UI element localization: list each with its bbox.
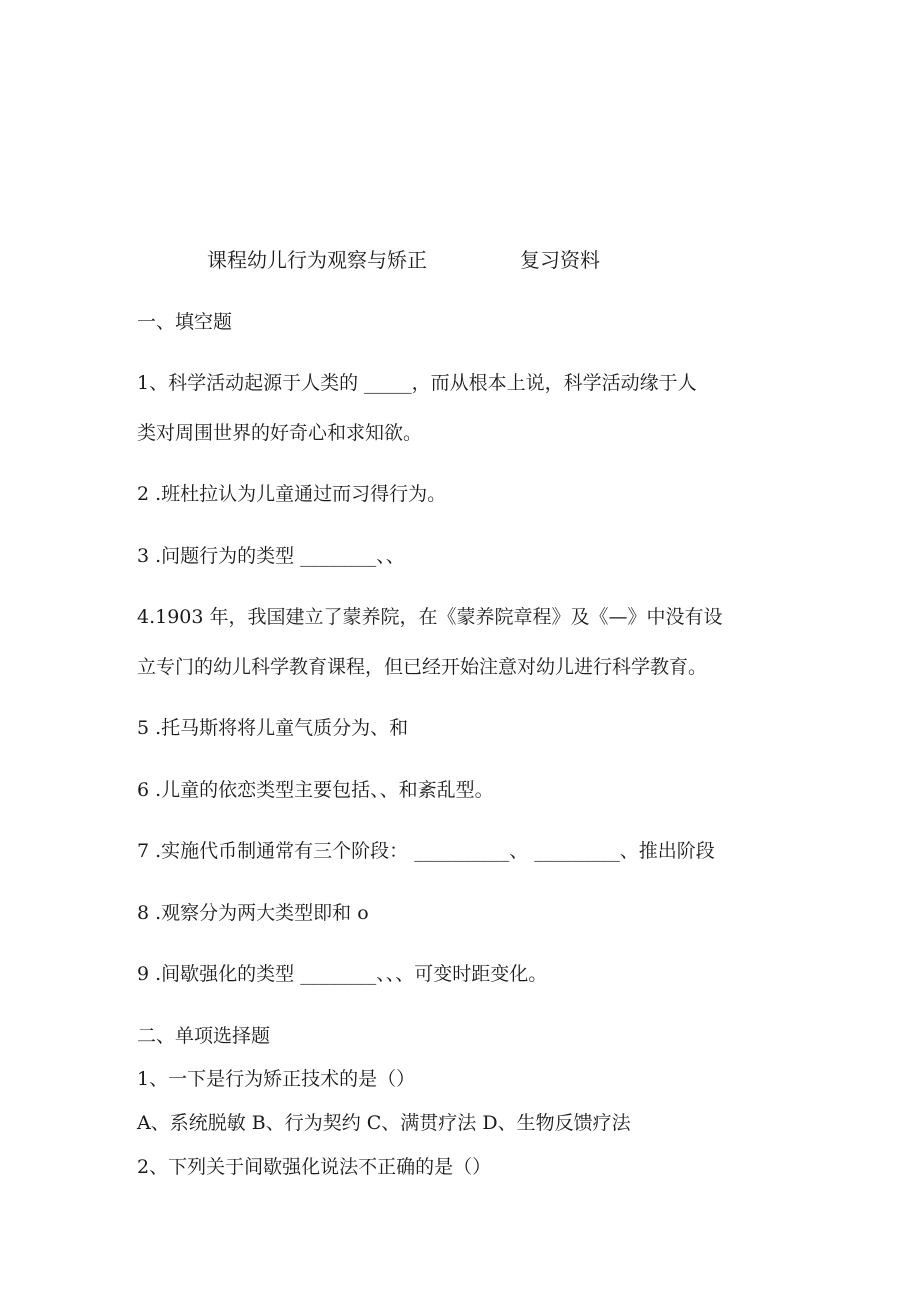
question-1-line-1: 1、科学活动起源于人类的 _____，而从根本上说，科学活动缘于人 xyxy=(137,372,697,394)
question-1-line-2: 类对周围世界的好奇心和求知欲。 xyxy=(137,422,423,444)
section-heading-single-choice: 二、单项选择题 xyxy=(137,1025,271,1047)
title-suffix: 复习资料 xyxy=(520,248,600,272)
question-9: 9 .间歇强化的类型 ________、、、可变时距变化。 xyxy=(137,963,548,985)
question-6: 6 .儿童的依恋类型主要包括、、和紊乱型。 xyxy=(137,779,494,801)
choice-question-1-options: A、系统脱敏 B、行为契约 C、满贯疗法 D、生物反馈疗法 xyxy=(137,1112,631,1134)
course-name: 幼儿行为观察与矫正 xyxy=(247,248,427,272)
title-prefix: 课程 xyxy=(207,248,247,272)
choice-question-2: 2、下列关于间歇强化说法不正确的是（） xyxy=(137,1156,492,1178)
question-7: 7 .实施代币制通常有三个阶段： __________、 _________、推出阶段 xyxy=(137,840,715,862)
question-5: 5 .托马斯将将儿童气质分为、和 xyxy=(137,717,409,739)
question-2: 2 .班杜拉认为儿童通过而习得行为。 xyxy=(137,483,447,505)
question-4-line-1: 4.1903 年，我国建立了蒙养院，在《蒙养院章程》及《—》中没有设 xyxy=(137,606,723,628)
question-3: 3 .问题行为的类型 ________、、 xyxy=(137,545,405,567)
question-8: 8 .观察分为两大类型即和 o xyxy=(137,902,369,924)
question-4-line-2: 立专门的幼儿科学教育课程，但已经开始注意对幼儿进行科学教育。 xyxy=(137,656,708,678)
section-heading-fill-in: 一、填空题 xyxy=(137,311,233,333)
choice-question-1: 1、一下是行为矫正技术的是（） xyxy=(137,1068,416,1090)
